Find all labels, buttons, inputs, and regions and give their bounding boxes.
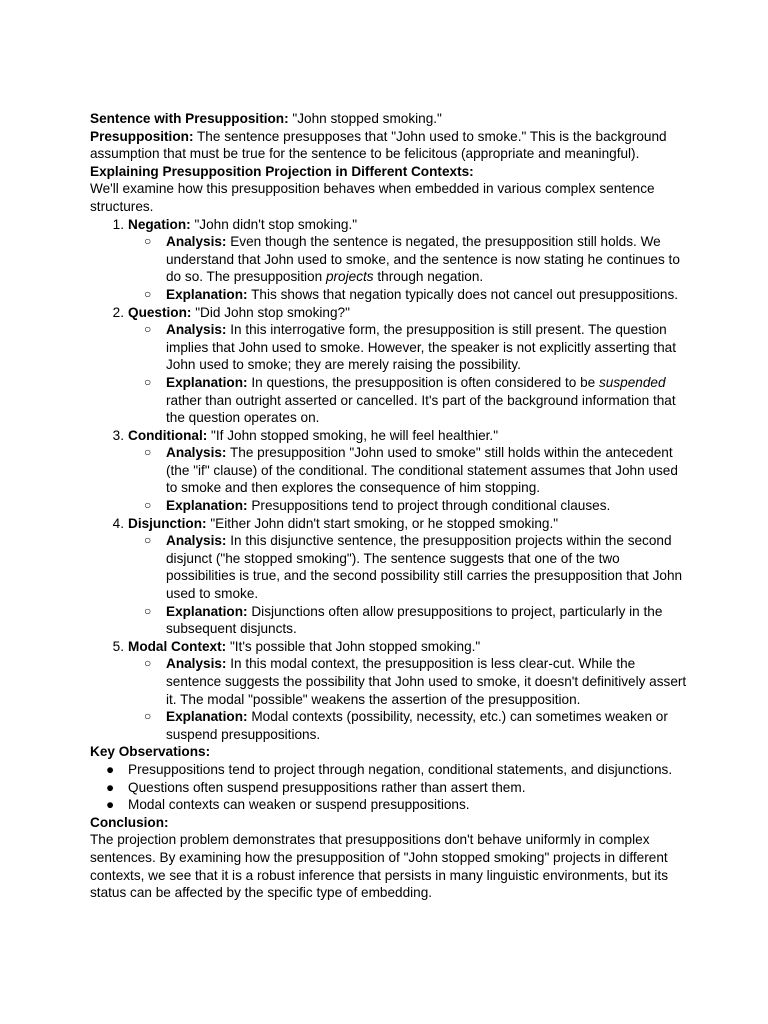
context-label: Modal Context: [128, 638, 227, 654]
context-label: Disjunction: [128, 515, 207, 531]
context-sublist [128, 532, 690, 638]
analysis-item [144, 444, 690, 497]
context-example: "Either John didn't start smoking, or he stopped smoking." [206, 515, 559, 531]
section-heading: Explaining Presupposition Projection in Different Contexts: [90, 163, 474, 179]
analysis-item [144, 233, 690, 286]
explanation-text: Modal contexts (possibility, necessity, etc.) can sometimes weaken or suspend presuppositions. [166, 709, 668, 742]
context-example: "John didn't stop smoking." [190, 216, 358, 232]
presupposition-line [90, 128, 690, 163]
explanation-item [144, 603, 690, 638]
conclusion-heading: Conclusion: [90, 814, 169, 830]
sentence-text: "John stopped smoking." [288, 111, 442, 126]
context-item [112, 427, 690, 515]
list-number: 3. [112, 427, 124, 443]
key-observations-list [90, 761, 690, 814]
analysis-item [144, 655, 690, 708]
context-sublist [128, 233, 690, 303]
explanation-text-tail: rather than outright asserted or cancelled. It's part of the background information that the question operates on. [166, 392, 676, 426]
hollow-bullet-icon: ○ [144, 322, 152, 337]
hollow-bullet-icon: ○ [144, 374, 152, 389]
explanation-label: Explanation: [166, 286, 248, 302]
explanation-label: Explanation: [166, 709, 248, 725]
context-item [112, 515, 690, 638]
list-number: 1. [112, 216, 124, 232]
explanation-item [144, 497, 690, 515]
hollow-bullet-icon: ○ [144, 709, 152, 724]
hollow-bullet-icon: ○ [144, 498, 152, 513]
analysis-label: Analysis: [166, 533, 227, 549]
bullet-icon: ● [106, 761, 115, 777]
hollow-bullet-icon: ○ [144, 656, 152, 671]
explanation-label: Explanation: [166, 374, 248, 390]
presupposition-label: Presupposition: [90, 128, 194, 144]
observation-item [106, 779, 690, 797]
list-number: 4. [112, 515, 124, 531]
context-sublist [128, 321, 690, 427]
context-item [112, 216, 690, 304]
hollow-bullet-icon: ○ [144, 533, 152, 548]
context-sublist [128, 444, 690, 514]
observation-text: Questions often suspend presuppositions rather than assert them. [128, 779, 526, 795]
bullet-icon: ● [106, 797, 115, 813]
analysis-text: In this modal context, the presupposition is less clear-cut. While the sentence suggests the possibility that John used to smoke, it doesn't definitively assert it. The modal "possible" weakens the assertion of the presupposition. [166, 656, 687, 707]
analysis-text: Even though the sentence is negated, the presupposition still holds. We understand that John used to smoke, and the sentence is now stating he continues to do so. The presupposition [166, 234, 680, 285]
sentence-line [90, 110, 690, 128]
list-number: 5. [112, 638, 124, 654]
hollow-bullet-icon: ○ [144, 286, 152, 301]
context-example: "Did John stop smoking?" [191, 304, 350, 320]
explanation-emphasis: suspended [598, 374, 666, 390]
analysis-label: Analysis: [166, 234, 227, 250]
bullet-icon: ● [106, 779, 115, 795]
sentence-label: Sentence with Presupposition: [90, 111, 289, 126]
observation-item [106, 761, 690, 779]
observation-text: Presuppositions tend to project through negation, conditional statements, and disjunctions. [128, 761, 673, 777]
observation-text: Modal contexts can weaken or suspend presuppositions. [128, 797, 470, 813]
explanation-item [144, 374, 690, 427]
analysis-text: The presupposition "John used to smoke" still holds within the antecedent (the "if" clause) of the conditional. The conditional statement assumes that John used to smoke and then explores the consequence of him stopping. [166, 445, 678, 496]
contexts-list [90, 216, 690, 744]
context-label: Conditional: [128, 427, 208, 443]
explanation-text: Disjunctions often allow presuppositions to project, particularly in the subsequent disjuncts. [166, 603, 663, 637]
explanation-item [144, 286, 690, 304]
analysis-item [144, 321, 690, 374]
explanation-text: In questions, the presupposition is often considered to be [247, 374, 599, 390]
context-label: Question: [128, 304, 192, 320]
analysis-text-tail: through negation. [373, 269, 484, 285]
context-sublist [128, 655, 690, 743]
lead-paragraph: We'll examine how this presupposition behaves when embedded in various complex sentence structures. [90, 181, 655, 214]
analysis-item [144, 532, 690, 602]
analysis-emphasis: projects [325, 269, 374, 285]
analysis-label: Analysis: [166, 445, 227, 461]
list-number: 2. [112, 304, 124, 320]
analysis-text: In this interrogative form, the presupposition is still present. The question implies that John used to smoke. However, the speaker is not explicitly asserting that John used to smoke; they are merely raising the possibility. [166, 322, 677, 373]
context-label: Negation: [128, 216, 191, 232]
conclusion-paragraph: The projection problem demonstrates that presuppositions don't behave uniformly in complex sentences. By examining how the presupposition of "John stopped smoking" projects in different contexts, we see that it is a robust inference that persists in many linguistic environments, but its status can be affected by the specific type of embedding. [90, 832, 669, 901]
context-example: "If John stopped smoking, he will feel healthier." [207, 427, 499, 443]
hollow-bullet-icon: ○ [144, 445, 152, 460]
analysis-label: Analysis: [166, 322, 227, 338]
context-item [112, 638, 690, 744]
explanation-label: Explanation: [166, 498, 248, 514]
hollow-bullet-icon: ○ [144, 603, 152, 618]
context-example: "It's possible that John stopped smoking." [226, 638, 481, 654]
observation-item [106, 796, 690, 814]
key-observations-heading: Key Observations: [90, 744, 211, 760]
explanation-text: Presuppositions tend to project through conditional clauses. [247, 498, 611, 514]
analysis-label: Analysis: [166, 656, 227, 672]
explanation-item [144, 708, 690, 743]
context-item [112, 304, 690, 427]
explanation-label: Explanation: [166, 603, 248, 619]
explanation-text: This shows that negation typically does not cancel out presuppositions. [247, 286, 679, 302]
hollow-bullet-icon: ○ [144, 234, 152, 249]
presupposition-text: The sentence presupposes that "John used to smoke." This is the background assumption that must be true for the sentence to be felicitous (appropriate and meaningful). [90, 128, 667, 162]
analysis-text: In this disjunctive sentence, the presupposition projects within the second disjunct ("he stopped smoking"). The sentence suggests that one of the two possibilities is true, and the second possibility still carries the presupposition that John used to smoke. [166, 533, 683, 602]
